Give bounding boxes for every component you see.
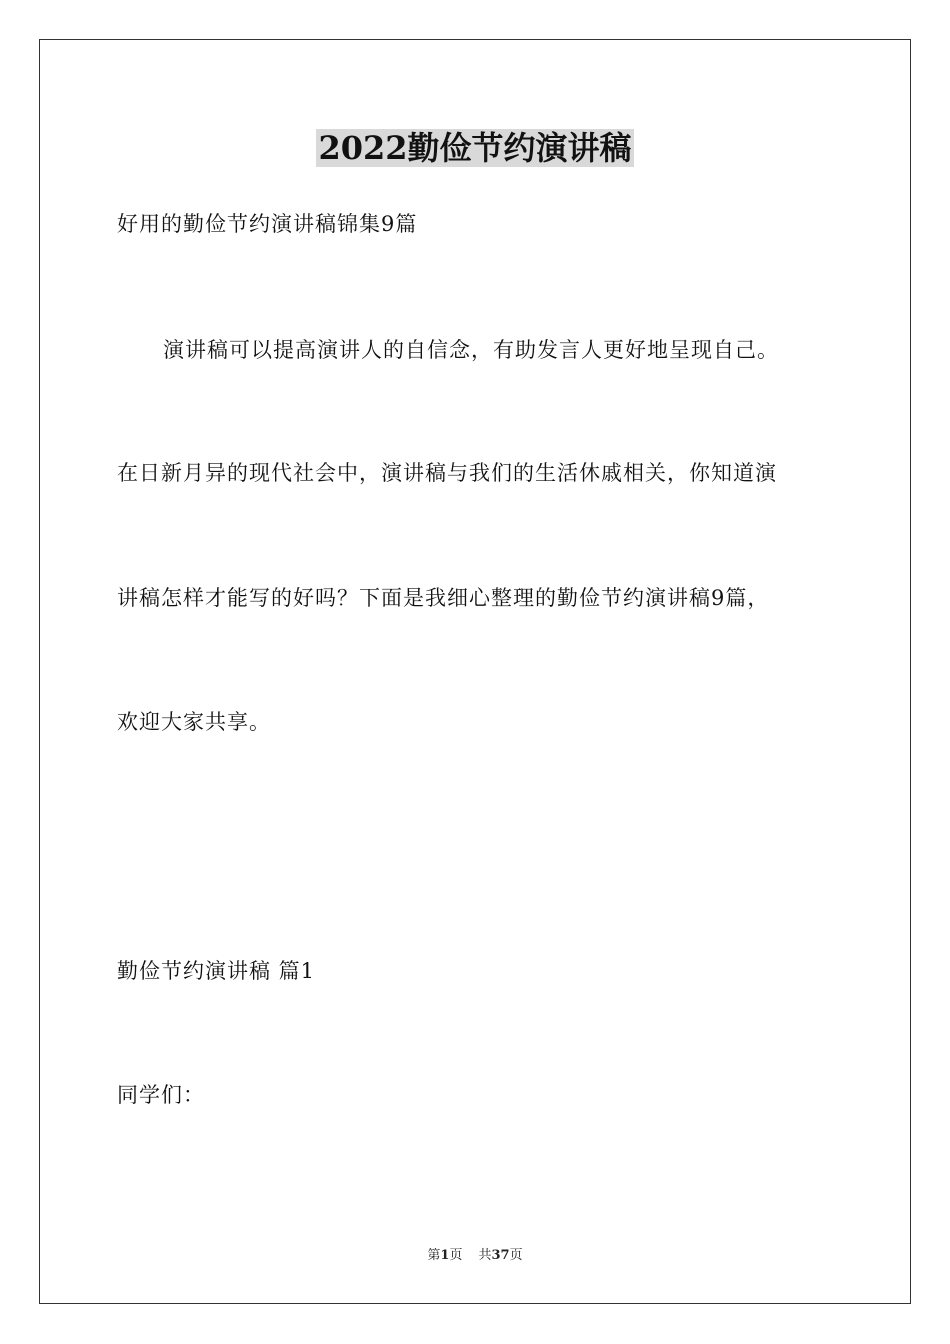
total-suffix: 页 — [509, 1248, 523, 1263]
section-heading: 勤俭节约演讲稿 篇1 — [117, 959, 316, 983]
document-title — [0, 126, 950, 170]
page-prefix: 第 — [427, 1248, 441, 1263]
total-prefix: 共 — [478, 1248, 492, 1263]
salutation: 同学们： — [117, 1083, 205, 1107]
intro-line-3: 讲稿怎样才能写的好吗？下面是我细心整理的勤俭节约演讲稿9篇， — [117, 586, 770, 610]
intro-line-1: 演讲稿可以提高演讲人的自信念，有助发言人更好地呈现自己。 — [163, 338, 779, 362]
intro-line-4: 欢迎大家共享。 — [117, 710, 271, 734]
page-footer — [0, 1247, 950, 1265]
document-title-text: 2022勤俭节约演讲稿 — [318, 129, 632, 167]
total-pages: 37 — [491, 1248, 510, 1263]
intro-line-2: 在日新月异的现代社会中，演讲稿与我们的生活休戚相关，你知道演 — [117, 461, 777, 485]
page-number: 1 — [440, 1248, 450, 1263]
page-suffix: 页 — [449, 1248, 463, 1263]
document-subtitle: 好用的勤俭节约演讲稿锦集9篇 — [117, 212, 418, 236]
